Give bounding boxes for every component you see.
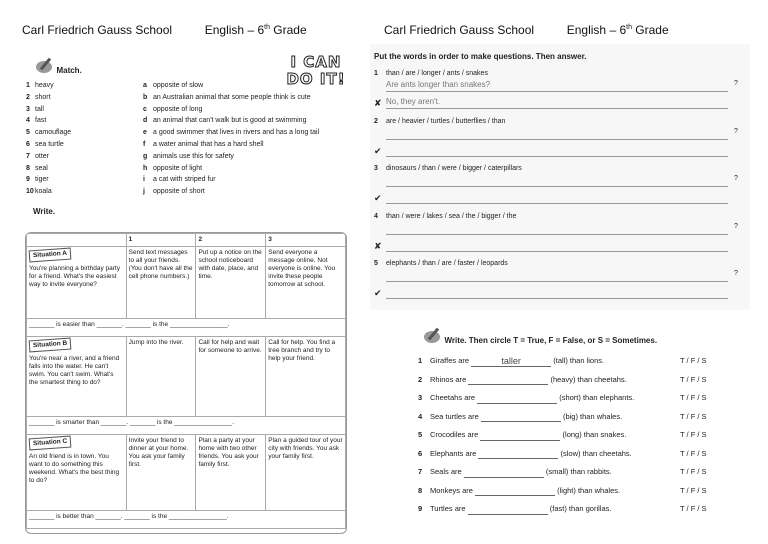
situation-a-opt3: Send everyone a message online. Not everyone is online. You invite these people tomorrow at school. [266,247,346,319]
match-letter: f [143,140,146,148]
tf-number: 2 [418,374,423,384]
match-word: seal [35,164,48,172]
match-number: 2 [26,93,30,101]
tf-blank[interactable] [480,430,560,441]
answer-line[interactable] [386,192,728,204]
write-title: Write. [33,207,56,216]
tf-row [418,463,748,482]
order-number: 5 [374,260,378,267]
col-header-2: 2 [196,234,266,247]
right-header [384,23,669,37]
grade-label-right: Grade [631,23,669,37]
tf-choice[interactable]: T / F / S [680,411,707,421]
tf-choice[interactable]: T / F / S [680,448,707,458]
tf-post: (long) than snakes. [562,430,627,439]
tf-pre: Sea turtles are [430,411,479,421]
match-definition: opposite of light [153,164,203,172]
match-definition: opposite of slow [153,82,204,89]
tf-post: (light) than whales. [557,485,621,495]
match-word: otter [35,152,50,160]
match-number: 3 [26,105,30,113]
tf-row [418,445,748,464]
question-line[interactable] [386,270,728,282]
order-number: 3 [374,165,378,172]
match-row [26,163,366,175]
header-empty [27,234,127,247]
match-word: sea turtle [35,140,64,148]
tf-number: 5 [418,430,423,439]
col-header-1: 1 [126,234,196,247]
match-definition: an Australian animal that some people think is cute [153,93,311,101]
situation-c-opt2: Plan a party at your home with two other friends. You ask your family first. [196,435,266,511]
answer-mark-icon: ✔ [374,288,382,298]
match-word: tall [35,105,44,113]
match-letter: e [143,129,147,137]
tf-post: (heavy) than cheetahs. [550,374,627,384]
match-letter: a [143,82,147,89]
situation-b-label: Situation B [29,338,72,353]
question-mark: ? [734,222,738,230]
situation-b-opt1: Jump into the river. [126,337,196,417]
tf-pre: Elephants are [430,448,477,458]
question-mark: ? [734,175,738,182]
answer-mark-icon: ✔ [374,145,382,156]
order-item-prompt [374,70,488,77]
tf-row [418,389,748,408]
tf-row [418,408,748,427]
match-list [26,80,366,198]
match-number: 10 [26,188,34,196]
match-row [26,139,366,151]
situation-a-sentence[interactable]: _______ is easier than _______. _______ is the ________________. [27,319,346,337]
tf-post: (tall) than lions. [553,356,605,365]
tf-row [418,482,748,501]
order-item-prompt [374,260,508,267]
answer-mark-icon: ✔ [374,193,382,203]
match-definition: an animal that can't walk but is good at swimming [153,117,307,125]
tf-post: (slow) than cheetahs. [560,448,632,458]
tf-blank[interactable] [468,374,548,385]
answer-line[interactable] [386,287,728,299]
tf-pre: Turtles are [430,504,466,513]
situation-c-sentence[interactable]: _______ is better than _______. _______ is the ________________. [27,511,346,529]
situation-b-sentence[interactable]: _______ is smarter than _______. _______ is the ________________. [27,417,346,435]
situation-a-opt2: Put up a notice on the school noticeboard with date, place, and time. [196,247,266,319]
situation-a-cell [27,247,127,319]
tf-post: (big) than whales. [562,411,623,421]
tf-blank[interactable] [468,504,548,515]
answer-mark-icon: ✘ [374,98,382,108]
answer-line[interactable] [386,145,728,157]
tf-choice[interactable]: T / F / S [680,430,707,439]
order-item [374,118,742,166]
match-row [26,151,366,163]
tf-pre: Seals are [430,467,462,476]
tf-blank[interactable] [478,448,558,459]
question-mark: ? [734,270,738,277]
tf-choice[interactable]: T / F / S [680,374,707,384]
tf-blank[interactable]: taller [471,356,551,367]
order-words: elephants / than / are / faster / leopards [386,260,508,267]
match-word: fast [35,117,47,125]
tf-choice[interactable]: T / F / S [680,356,707,365]
tf-blank[interactable] [481,411,561,422]
situation-b-opt2: Call for help and wait for someone to arrive. [196,337,266,417]
tf-pre: Giraffes are [430,356,470,365]
order-title: Put the words in order to make questions. Then answer. [374,52,587,61]
match-number: 5 [26,129,30,137]
situation-b-opt3: Call for help. You find a tree branch and try to help your friend. [266,337,346,417]
order-item [374,213,742,261]
tf-pre: Crocodiles are [430,430,479,439]
order-item [374,70,742,118]
match-title: Match. [56,66,82,75]
tf-choice[interactable]: T / F / S [680,504,707,513]
question-line[interactable] [386,128,728,140]
tf-list [418,352,748,519]
match-letter: h [143,164,148,172]
grade-label: Grade [269,23,307,37]
tf-number: 3 [418,393,423,402]
tf-title: Write. Then circle T = True, F = False, or S = Sometimes. [444,336,658,345]
situation-a-desc: You're planning a birthday party for a friend. What's the easiest way to invite everyone? [29,265,120,288]
order-words: than / are / longer / ants / snakes [386,70,488,77]
school-name-right: Carl Friedrich Gauss School [384,23,535,37]
match-number: 7 [26,152,30,160]
logo-line1: I CAN [290,53,342,71]
subject: English – 6 [204,23,265,37]
question-line[interactable]: Are ants longer than snakes? [386,80,728,92]
school-name: Carl Friedrich Gauss School [22,23,173,37]
match-letter: j [143,188,145,196]
tf-number: 1 [418,356,423,365]
order-item [374,165,742,213]
situations-table [26,233,346,529]
tf-row [418,500,748,519]
situation-c-desc: An old friend is in town. You want to do something this weekend. What's the best thing to do? [29,453,120,484]
order-section [370,44,750,310]
tf-row [418,426,748,445]
tf-blank[interactable] [477,393,557,404]
order-number: 1 [374,70,378,77]
logo-line2: DO IT! [286,70,346,88]
situation-c-cell [27,435,127,511]
match-letter: d [143,117,148,125]
match-definition: opposite of long [153,105,203,113]
match-number: 6 [26,140,30,148]
situation-c-label: Situation C [29,436,72,451]
match-letter: i [143,176,145,184]
tf-blank[interactable] [475,485,555,496]
pencil-icon [36,61,52,73]
situation-a-opt1: Send text messages to all your friends. (You don't have all the cell phone numbers.) [126,247,196,319]
answer-mark-icon: ✘ [374,240,382,251]
grade-sup: th [264,24,270,31]
match-row [26,115,366,127]
tf-pre: Cheetahs are [430,393,476,402]
grade-sup-right: th [626,24,632,31]
tf-choice[interactable]: T / F / S [680,393,707,402]
question-line[interactable] [386,175,728,187]
match-definition: animals use this for safety [153,152,234,160]
pencil-icon-2 [424,331,440,343]
match-letter: g [143,152,148,160]
situation-b-desc: You're near a river, and a friend falls into the water. He can't swim. You can't swim. What's the smartest thing to do? [29,355,120,386]
order-list [374,70,742,308]
situation-c-opt3: Plan a guided tour of your city with friends. You ask your family first. [266,435,346,511]
match-word: short [35,93,51,101]
order-words: than / were / lakes / sea / the / bigger / the [386,212,517,220]
order-item-prompt [374,165,522,172]
tf-post: (fast) than gorillas. [549,504,612,513]
match-number: 9 [26,176,30,184]
tf-number: 6 [418,448,423,458]
question-mark: ? [734,127,738,135]
match-number: 4 [26,117,30,125]
situation-b-cell [27,337,127,417]
match-number: 8 [26,164,30,172]
match-definition: a water animal that has a hard shell [153,140,264,148]
tf-number: 7 [418,467,423,476]
tf-pre: Rhinos are [430,374,467,384]
situation-a-label: Situation A [29,248,72,263]
order-number: 4 [374,212,378,220]
match-word: koala [35,188,52,196]
tf-post: (small) than rabbits. [545,467,612,476]
match-row [26,80,366,92]
answer-line[interactable]: No, they aren't. [386,97,728,109]
order-item-prompt [374,213,516,220]
match-word: tiger [35,176,49,184]
match-word: heavy [35,82,54,89]
situations-table-frame [25,232,347,534]
tf-row [418,371,748,390]
tf-pre: Monkeys are [430,485,473,495]
right-worksheet [374,0,768,544]
match-letter: b [143,93,148,101]
tf-choice[interactable]: T / F / S [680,485,707,495]
tf-section-title [424,330,657,348]
match-row [26,174,366,186]
match-definition: opposite of short [153,188,205,196]
tf-post: (short) than elephants. [559,393,635,402]
order-words: are / heavier / turtles / butterflies / than [386,117,506,125]
tf-number: 4 [418,411,423,421]
tf-number: 8 [418,485,423,495]
order-number: 2 [374,117,378,125]
tf-row [418,352,748,371]
tf-number: 9 [418,504,423,513]
match-row [26,127,366,139]
question-mark: ? [734,80,738,87]
match-section-title [36,60,82,78]
answer-line[interactable] [386,240,728,252]
match-letter: c [143,105,147,113]
order-item-prompt [374,118,505,125]
match-row [26,186,366,198]
left-header [22,23,307,37]
match-definition: a cat with striped fur [153,176,216,184]
match-row [26,104,366,116]
subject-right: English – 6 [566,23,627,37]
situation-c-opt1: Invite your friend to dinner at your home. You ask your family first. [126,435,196,511]
match-definition: a good swimmer that lives in rivers and has a long tail [153,129,320,137]
order-words: dinosaurs / than / were / bigger / caterpillars [386,165,522,172]
match-row [26,92,366,104]
question-line[interactable] [386,223,728,235]
match-number: 1 [26,82,30,89]
col-header-3: 3 [266,234,346,247]
tf-blank[interactable] [464,467,544,478]
order-item [374,260,742,308]
match-word: camouflage [35,129,72,137]
tf-choice[interactable]: T / F / S [680,467,707,476]
